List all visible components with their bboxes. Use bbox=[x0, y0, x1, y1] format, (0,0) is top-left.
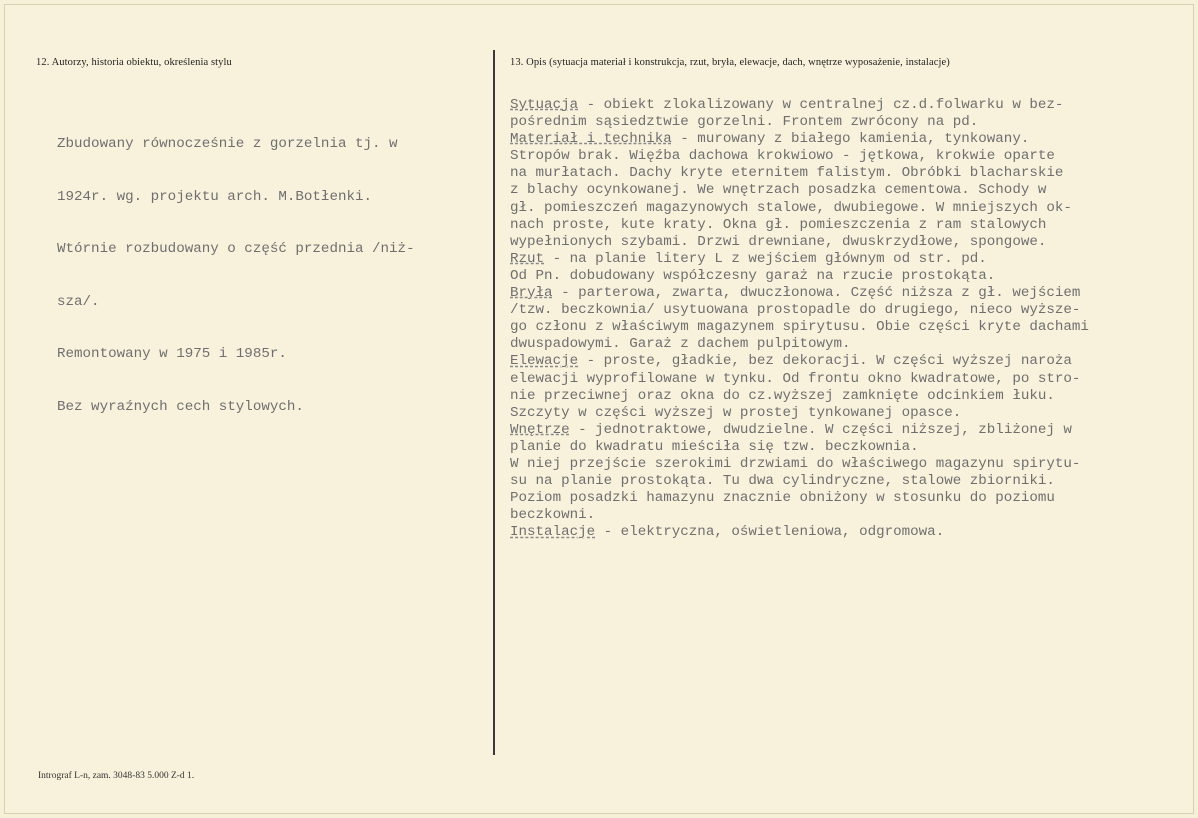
description-body: wypełnionych szybami. Drzwi drewniane, dwuskrzydłowe, spongowe. bbox=[510, 233, 1047, 250]
section-13-header: 13. Opis (sytuacja materiał i konstrukcja, rzut, bryła, elewacje, dach, wnętrze wyposażenie, instalacje) bbox=[510, 57, 950, 68]
description-line bbox=[510, 234, 1089, 251]
description-line bbox=[510, 319, 1089, 336]
description-text bbox=[510, 97, 1089, 541]
description-line bbox=[510, 456, 1089, 473]
history-line: Remontowany w 1975 i 1985r. bbox=[57, 346, 287, 362]
description-heading: Sytuacja bbox=[510, 97, 579, 113]
description-heading: Elewacje bbox=[510, 353, 579, 370]
history-line: Zbudowany równocześnie z gorzelnia tj. w bbox=[57, 136, 398, 152]
description-line bbox=[510, 336, 1089, 353]
description-heading: Rzut bbox=[510, 250, 545, 267]
description-line bbox=[510, 285, 1089, 302]
description-line bbox=[510, 268, 1089, 285]
section-12-header: 12. Autorzy, historia obiektu, określenia stylu bbox=[36, 57, 232, 68]
description-body: planie do kwadratu mieściła się tzw. beczkownia. bbox=[510, 438, 919, 455]
description-body: - na planie litery L z wejściem głównym od str. pd. bbox=[544, 250, 987, 267]
history-line: sza/. bbox=[57, 293, 100, 310]
description-body: Szczyty w części wyższej w prostej tynkowanej opasce. bbox=[510, 404, 962, 421]
description-body: nach proste, kute kraty. Okna gł. pomieszczenia z ram stalowych bbox=[510, 216, 1047, 233]
description-line bbox=[510, 217, 1089, 234]
description-body: Stropów brak. Więźba dachowa krokwiowo - jętkowa, krokwie oparte bbox=[510, 148, 1055, 165]
description-body: beczkowni. bbox=[510, 507, 596, 524]
description-line bbox=[510, 507, 1089, 524]
description-body: - elektryczna, oświetleniowa, odgromowa. bbox=[595, 524, 945, 541]
description-line bbox=[510, 200, 1089, 217]
description-line bbox=[510, 353, 1089, 370]
description-body: - parterowa, zwarta, dwuczłonowa. Część niższa z gł. wejściem bbox=[552, 285, 1081, 302]
description-line bbox=[510, 490, 1089, 507]
description-heading: Wnętrze bbox=[510, 421, 570, 438]
description-line bbox=[510, 439, 1089, 456]
description-heading: Materiał i technika bbox=[510, 131, 672, 148]
column-divider bbox=[493, 50, 495, 755]
description-line bbox=[510, 388, 1089, 405]
description-line bbox=[510, 97, 1089, 114]
description-line bbox=[510, 114, 1089, 131]
description-body: W niej przejście szerokimi drzwiami do właściwego magazynu spirytu- bbox=[510, 455, 1081, 472]
description-line bbox=[510, 405, 1089, 422]
description-body: go członu z właściwym magazynem spirytusu. Obie części kryte dachami bbox=[510, 319, 1089, 336]
printer-imprint: Intrograf L-n, zam. 3048-83 5.000 Z-d 1. bbox=[38, 771, 195, 781]
description-heading: Bryła bbox=[510, 285, 553, 302]
description-line bbox=[510, 473, 1089, 490]
description-body: /tzw. beczkownia/ usytuowana prostopadle do drugiego, nieco wyższe- bbox=[510, 302, 1081, 319]
description-line bbox=[510, 251, 1089, 268]
description-line bbox=[510, 148, 1089, 165]
description-body: pośrednim sąsiedztwie gorzelni. Frontem zwrócony na pd. bbox=[510, 114, 979, 131]
description-body: na murłatach. Dachy kryte eternitem falistym. Obróbki blacharskie bbox=[510, 165, 1064, 182]
description-body: Poziom posadzki hamazynu znacznie obniżony w stosunku do poziomu bbox=[510, 490, 1055, 507]
description-body: elewacji wyprofilowane w tynku. Od frontu okno kwadratowe, po stro- bbox=[510, 370, 1081, 387]
description-body: - proste, gładkie, bez dekoracji. W części wyższej naroża bbox=[578, 353, 1072, 370]
description-line bbox=[510, 165, 1089, 182]
description-body: nie przeciwnej oraz okna do cz.wyższej zamknięte odcinkiem łuku. bbox=[510, 387, 1055, 404]
description-line bbox=[510, 131, 1089, 148]
description-body: - jednotraktowe, dwudzielne. W części niższej, zbliżonej w bbox=[569, 421, 1072, 438]
description-body: gł. pomieszczeń magazynowych stalowe, dwubiegowe. W mniejszych ok- bbox=[510, 199, 1072, 216]
description-body: dwuspadowymi. Garaż z dachem pulpitowym. bbox=[510, 336, 851, 353]
description-body: su na planie prostokąta. Tu dwa cylindryczne, stalowe zbiorniki. bbox=[510, 473, 1055, 490]
description-line bbox=[510, 422, 1089, 439]
history-line: Bez wyraźnych cech stylowych. bbox=[57, 398, 304, 415]
history-text bbox=[57, 101, 415, 434]
description-line bbox=[510, 371, 1089, 388]
description-line bbox=[510, 182, 1089, 199]
description-line bbox=[510, 302, 1089, 319]
description-body: Od Pn. dobudowany współczesny garaż na rzucie prostokąta. bbox=[510, 267, 996, 284]
description-body: z blachy ocynkowanej. We wnętrzach posadzka cementowa. Schody w bbox=[510, 182, 1047, 199]
history-line: Wtórnie rozbudowany o część przednia /niż- bbox=[57, 241, 415, 257]
description-heading: Instalacje bbox=[510, 524, 596, 541]
history-line: 1924r. wg. projektu arch. M.Botłenki. bbox=[57, 188, 373, 205]
description-body: - murowany z białego kamienia, tynkowany. bbox=[671, 131, 1030, 148]
description-body: - obiekt zlokalizowany w centralnej cz.d.folwarku w bez- bbox=[578, 97, 1064, 113]
description-line bbox=[510, 524, 1089, 541]
